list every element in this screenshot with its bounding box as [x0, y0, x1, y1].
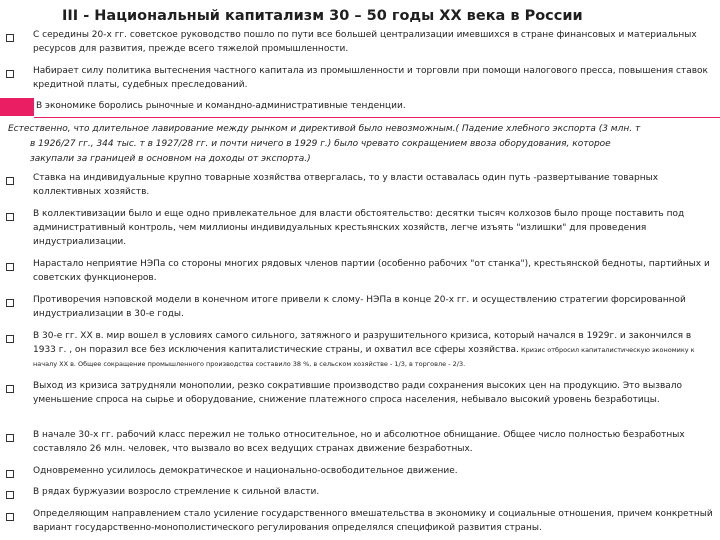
highlight-text: В экономике боролись рыночные и командно-административные тенденции.	[36, 101, 406, 111]
bullet-marker	[6, 177, 14, 185]
bullet-text: Нарастало неприятие НЭПа со стороны многих рядовых членов партии (особенно рабочих "от станка"), крестьянской бедноты, партийных и советских функционеров.	[33, 259, 710, 283]
bullet-text: В рядах буржуазии возросло стремление к сильной власти.	[33, 487, 320, 497]
bullet-text: Набирает силу политика вытеснения частного капитала из промышленности и торговли при помощи налогового пресса, повышения ставок кредитной платы, судебных преследований.	[33, 66, 708, 90]
bullet-marker	[6, 70, 14, 78]
bullet-text: Одновременно усилилось демократическое и национально-освободительное движение.	[33, 466, 458, 476]
slide-title: III - Национальный капитализм 30 – 50 годы XX века в России	[62, 8, 583, 24]
italic-note	[8, 122, 708, 167]
bullet-text-main: В 30-е гг. XX в. мир вошел в условиях самого сильного, затяжного и разрушительного кризиса, который начался в 1929г. и закончился в 1933 г. , он поразил все без исключения капиталистические страны, и охватил все сферы хозяйства.	[33, 331, 692, 355]
bullet-text: В начале 30-х гг. рабочий класс пережил не только относительное, но и абсолютное обнищание. Общее число полностью безработных составляло 26 млн. человек, что вызвало во всех ведущих странах движение безработных.	[33, 430, 685, 454]
bullet-marker	[6, 434, 14, 442]
bullet-text: Ставка на индивидуальные крупно товарные хозяйства отвергалась, то у власти оставалась один путь -развертывание товарных коллективных хозяйств.	[33, 173, 659, 197]
italic-line: в 1926/27 гг., 344 тыс. т в 1927/28 гг. и почти ничего в 1929 г.) было чревато сокращением ввоза оборудования, которое	[30, 139, 611, 149]
italic-line: Естественно, что длительное лавирование между рынком и директивой было невозможным.( Падение хлебного экспорта (3 млн. т	[8, 124, 641, 134]
bullet-text: Определяющим направлением стало усиление государственного вмешательства в экономику и социальные отношения, причем конкретный вариант государственно-монополистического регулирования определялся спецификой развития страны.	[33, 509, 713, 533]
bullet-marker	[6, 491, 14, 499]
bullet-text	[33, 329, 713, 371]
bullet-marker	[6, 513, 14, 521]
highlight-bar	[0, 98, 34, 116]
bullet-marker	[6, 299, 14, 307]
bullet-marker	[6, 335, 14, 343]
bullet-text-note: Кризис отбросил капиталистическую экономику к началу XX в. Общее сокращение промышленного производства составило 38 %, в сельском хозяйстве - 1/3, в торговле - 2/3.	[33, 346, 695, 368]
bullet-marker	[6, 385, 14, 393]
bullet-text: В коллективизации было и еще одно привлекательное для власти обстоятельство: десятки тысяч колхозов было проще поставить под административный контроль, чем миллионы индивидуальных крестьянских хозяйств, легче изъять "излишки" для проведения индустриализации.	[33, 209, 685, 247]
highlight-underline	[34, 117, 720, 118]
bullet-text: Противоречия нэповской модели в конечном итоге привели к слому- НЭПа в конце 20-х гг. и осуществлению стратегии форсированной индустриализации в 30-е годы.	[33, 295, 686, 319]
italic-line: закупали за границей в основном на доходы от экспорта.)	[30, 154, 311, 164]
bullet-text: Выход из кризиса затрудняли монополии, резко сократившие производство ради сохранения высоких цен на продукцию. Это вызвало уменьшение спроса на сырье и оборудование, снижение платежного спроса населения, небывало высокий уровень безработицы.	[33, 381, 683, 405]
bullet-marker	[6, 34, 14, 42]
bullet-marker	[6, 470, 14, 478]
bullet-marker	[6, 263, 14, 271]
bullet-marker	[6, 213, 14, 221]
bullet-text: С середины 20-х гг. советское руководство пошло по пути все большей централизации имевшихся в стране финансовых и материальных ресурсов для развития, прежде всего тяжелой промышленности.	[33, 30, 697, 54]
